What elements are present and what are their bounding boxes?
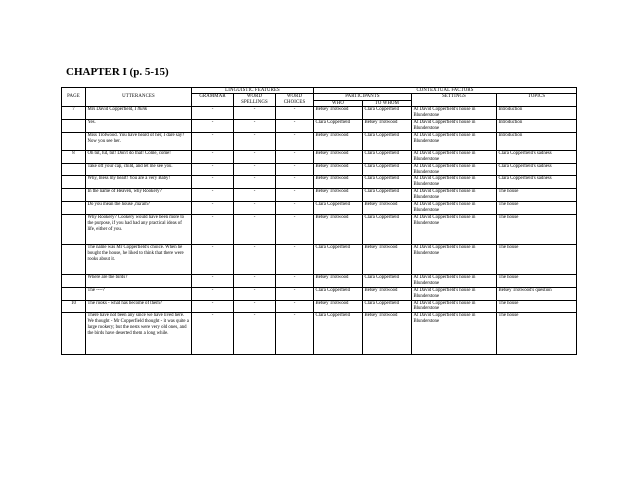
cell-to-whom-text: Betsey Trotwood xyxy=(364,120,398,126)
cell-to-whom xyxy=(363,313,412,355)
header-linguistic-features: LINGUISTIC FEATURES xyxy=(192,88,314,94)
cell-utterance xyxy=(86,287,192,300)
cell-word-choice-text: - xyxy=(293,202,296,208)
cell-who xyxy=(314,107,363,120)
cell-grammar-text: - xyxy=(211,300,214,306)
cell-utterance-text: There have not been any since we have lived here. We thought - Mr Copperfield thought - it was quite a large rookery; but the nests were very old ones, and the birds have deserted them a long while. xyxy=(87,313,189,337)
table-row xyxy=(62,313,577,355)
cell-utterance xyxy=(86,214,192,244)
cell-word-spelling xyxy=(234,274,276,287)
cell-to-whom xyxy=(363,244,412,274)
cell-grammar-text: - xyxy=(211,163,214,169)
cell-who xyxy=(314,244,363,274)
cell-page xyxy=(62,107,86,120)
cell-who-text: Betsey Trotwood xyxy=(315,176,349,182)
cell-page xyxy=(62,189,86,202)
cell-word-spelling xyxy=(234,132,276,150)
cell-topic-text: The house xyxy=(498,214,519,220)
cell-grammar xyxy=(192,244,234,274)
cell-word-spelling-text: - xyxy=(253,150,256,156)
cell-utterance-text: Miss Trotwood. You have heard of her, I dare say? Now you see her. xyxy=(87,132,185,144)
cell-to-whom-text: Clara Copperfield xyxy=(364,150,399,156)
cell-word-choice xyxy=(276,313,314,355)
cell-who-text: Clara Copperfield xyxy=(315,313,350,319)
cell-to-whom-text: Clara Copperfield xyxy=(364,300,399,306)
cell-setting-text: At David Copperfield's house in Blunderstone xyxy=(413,202,476,213)
cell-who xyxy=(314,300,363,313)
header-utterances: UTTERANCES xyxy=(86,88,192,107)
cell-setting xyxy=(412,313,497,355)
cell-to-whom xyxy=(363,150,412,163)
cell-grammar-text: - xyxy=(211,120,214,126)
cell-setting-text: At David Copperfield's house in Blunderstone xyxy=(413,313,476,325)
table-row xyxy=(62,163,577,176)
cell-word-choice-text: - xyxy=(293,132,296,138)
cell-word-spelling-text: - xyxy=(253,287,256,293)
cell-word-choice xyxy=(276,244,314,274)
cell-who xyxy=(314,150,363,163)
cell-setting xyxy=(412,214,497,244)
cell-word-choice xyxy=(276,202,314,215)
cell-who-text: Betsey Trotwood xyxy=(315,214,349,220)
cell-topic-text: Clara Copperfield's sadness xyxy=(498,176,552,182)
cell-to-whom-text: Clara Copperfield xyxy=(364,214,399,220)
cell-page xyxy=(62,214,86,244)
table-row xyxy=(62,120,577,133)
cell-word-choice-text: - xyxy=(293,313,296,319)
cell-word-spelling xyxy=(234,300,276,313)
cell-word-choice-text: - xyxy=(293,287,296,293)
cell-topic xyxy=(497,287,577,300)
cell-topic-text: The house xyxy=(498,300,519,306)
cell-to-whom xyxy=(363,107,412,120)
cell-word-spelling-text: - xyxy=(253,189,256,195)
table-row xyxy=(62,244,577,274)
cell-who xyxy=(314,313,363,355)
cell-word-choice xyxy=(276,274,314,287)
cell-utterance xyxy=(86,120,192,133)
cell-setting-text: At David Copperfield's house in Blunderstone xyxy=(413,132,476,144)
cell-to-whom xyxy=(363,163,412,176)
cell-topic xyxy=(497,300,577,313)
cell-word-spelling-text: - xyxy=(253,132,256,138)
cell-page xyxy=(62,202,86,215)
cell-topic-text: Clara Copperfield's sadness xyxy=(498,150,552,156)
cell-setting-text: At David Copperfield's house in Blunderstone xyxy=(413,107,476,119)
cell-to-whom xyxy=(363,132,412,150)
cell-to-whom xyxy=(363,189,412,202)
cell-utterance-text: Oh tut, tut, tut! Don't do that! Come, come! xyxy=(87,150,171,156)
cell-page xyxy=(62,300,86,313)
cell-to-whom xyxy=(363,176,412,189)
cell-grammar-text: - xyxy=(211,214,214,220)
cell-setting-text: At David Copperfield's house in Blunderstone xyxy=(413,176,476,188)
cell-who-text: Clara Copperfield xyxy=(315,244,350,250)
cell-word-choice xyxy=(276,132,314,150)
cell-to-whom xyxy=(363,120,412,133)
cell-topic xyxy=(497,163,577,176)
cell-grammar xyxy=(192,313,234,355)
page-title: CHAPTER I (p. 5-15) xyxy=(66,66,169,78)
cell-utterance-italic-text: I think xyxy=(134,107,148,113)
cell-word-spelling-text: - xyxy=(253,107,256,113)
cell-page-text: 10 xyxy=(71,300,76,306)
cell-grammar xyxy=(192,189,234,202)
cell-to-whom-text: Betsey Trotwood xyxy=(364,244,398,250)
cell-topic-text: Clara Copperfield's sadness xyxy=(498,163,552,169)
cell-word-choice-text: - xyxy=(293,120,296,126)
cell-setting-text: At David Copperfield's house in Blunderstone xyxy=(413,120,476,131)
cell-to-whom-text: Clara Copperfield xyxy=(364,189,399,195)
cell-topic xyxy=(497,313,577,355)
cell-to-whom-text: Betsey Trotwood xyxy=(364,202,398,208)
cell-word-spelling-text: - xyxy=(253,163,256,169)
cell-grammar xyxy=(192,163,234,176)
cell-utterance xyxy=(86,300,192,313)
cell-word-choice-text: - xyxy=(293,274,296,280)
cell-grammar-text: - xyxy=(211,244,214,250)
cell-word-choice-text: - xyxy=(293,214,296,220)
cell-topic-text: Introduction xyxy=(498,120,523,126)
cell-topic xyxy=(497,120,577,133)
cell-grammar xyxy=(192,176,234,189)
header-who: WHO xyxy=(314,100,363,106)
cell-setting xyxy=(412,300,497,313)
cell-word-choice-text: - xyxy=(293,107,296,113)
header-topics: TOPICS xyxy=(497,94,577,107)
cell-grammar xyxy=(192,150,234,163)
cell-page xyxy=(62,120,86,133)
cell-setting xyxy=(412,150,497,163)
table-row xyxy=(62,287,577,300)
cell-word-spelling xyxy=(234,120,276,133)
cell-page xyxy=(62,274,86,287)
cell-utterance xyxy=(86,274,192,287)
cell-word-spelling xyxy=(234,313,276,355)
cell-who xyxy=(314,132,363,150)
cell-grammar xyxy=(192,107,234,120)
cell-grammar xyxy=(192,214,234,244)
cell-page-text: 7 xyxy=(72,107,75,113)
cell-grammar-text: - xyxy=(211,176,214,182)
cell-to-whom-text: Clara Copperfield xyxy=(364,107,399,113)
cell-grammar-text: - xyxy=(211,150,214,156)
cell-setting xyxy=(412,274,497,287)
cell-setting xyxy=(412,189,497,202)
cell-grammar xyxy=(192,202,234,215)
cell-setting xyxy=(412,287,497,300)
cell-page xyxy=(62,150,86,163)
cell-utterance-text: Yes. xyxy=(87,120,96,126)
cell-setting xyxy=(412,202,497,215)
cell-word-choice xyxy=(276,189,314,202)
cell-word-spelling-text: - xyxy=(253,202,256,208)
header-participants: PARTICIPANTS xyxy=(314,94,412,100)
table-row xyxy=(62,132,577,150)
cell-grammar xyxy=(192,132,234,150)
cell-who-text: Clara Copperfield xyxy=(315,202,350,208)
cell-page-text: 8 xyxy=(72,150,75,156)
header-to-whom: TO WHOM xyxy=(363,100,412,106)
cell-who-text: Betsey Trotwood xyxy=(315,163,349,169)
cell-page xyxy=(62,176,86,189)
cell-to-whom-text: Betsey Trotwood xyxy=(364,287,398,293)
cell-word-choice xyxy=(276,163,314,176)
cell-word-choice xyxy=(276,287,314,300)
cell-to-whom xyxy=(363,214,412,244)
table-row xyxy=(62,202,577,215)
cell-word-choice-text: - xyxy=(293,189,296,195)
cell-utterance xyxy=(86,176,192,189)
cell-word-spelling-text: - xyxy=(253,176,256,182)
cell-who xyxy=(314,176,363,189)
cell-topic xyxy=(497,150,577,163)
cell-utterance xyxy=(86,313,192,355)
cell-who-text: Betsey Trotwood xyxy=(315,107,349,113)
cell-topic-text: The house xyxy=(498,189,519,195)
cell-word-choice-text: - xyxy=(293,163,296,169)
header-contextual-factors: CONTEXTUAL FACTORS xyxy=(314,88,577,94)
cell-topic xyxy=(497,244,577,274)
cell-who-text: Betsey Trotwood xyxy=(315,132,349,138)
cell-setting xyxy=(412,244,497,274)
cell-word-choice xyxy=(276,176,314,189)
cell-grammar-text: - xyxy=(211,107,214,113)
cell-utterance xyxy=(86,163,192,176)
cell-setting-text: At David Copperfield's house in Blunderstone xyxy=(413,214,476,226)
cell-utterance xyxy=(86,202,192,215)
cell-word-spelling xyxy=(234,163,276,176)
cell-topic-text: Betsey Trotwood's question xyxy=(498,287,552,293)
cell-setting-text: At David Copperfield's house in Blunderstone xyxy=(413,300,476,312)
cell-utterance-text: Mrs David Copperfield, xyxy=(87,107,135,113)
table-row xyxy=(62,214,577,244)
analysis-table xyxy=(61,87,577,355)
cell-utterance-text: The ----? xyxy=(87,287,105,293)
cell-utterance-text: The name was Mr Copperfield's choice. When he bought the house, he liked to think that there were rooks about it. xyxy=(87,244,184,262)
cell-grammar-text: - xyxy=(211,202,214,208)
cell-topic-text: The house xyxy=(498,202,519,208)
cell-to-whom-text: Clara Copperfield xyxy=(364,176,399,182)
cell-utterance xyxy=(86,189,192,202)
cell-who xyxy=(314,202,363,215)
cell-utterance-text: Do you mean the house ,ma'am? xyxy=(87,202,150,208)
cell-setting-text: At David Copperfield's house in Blunderstone xyxy=(413,150,476,162)
cell-setting xyxy=(412,132,497,150)
cell-word-choice-text: - xyxy=(293,244,296,250)
cell-topic xyxy=(497,189,577,202)
cell-utterance-text: In the name of Heaven, why Rookery? xyxy=(87,189,162,195)
cell-topic xyxy=(497,202,577,215)
cell-word-spelling xyxy=(234,150,276,163)
table-row xyxy=(62,176,577,189)
cell-grammar-text: - xyxy=(211,189,214,195)
cell-topic-text: Introduction xyxy=(498,132,523,138)
cell-word-choice-text: - xyxy=(293,300,296,306)
cell-to-whom-text: Clara Copperfield xyxy=(364,163,399,169)
cell-topic xyxy=(497,274,577,287)
cell-word-spelling xyxy=(234,244,276,274)
cell-grammar xyxy=(192,287,234,300)
cell-topic-text: The house xyxy=(498,244,519,250)
cell-topic xyxy=(497,176,577,189)
cell-word-spelling-text: - xyxy=(253,120,256,126)
cell-word-choice xyxy=(276,120,314,133)
cell-word-choice xyxy=(276,300,314,313)
cell-who-text: Clara Copperfield xyxy=(315,120,350,126)
cell-topic xyxy=(497,132,577,150)
cell-grammar xyxy=(192,300,234,313)
cell-word-spelling-text: - xyxy=(253,313,256,319)
cell-to-whom xyxy=(363,300,412,313)
cell-word-spelling xyxy=(234,202,276,215)
cell-setting xyxy=(412,107,497,120)
cell-setting xyxy=(412,176,497,189)
cell-setting xyxy=(412,120,497,133)
cell-word-spelling xyxy=(234,176,276,189)
header-settings: SETTINGS xyxy=(412,94,497,107)
cell-page xyxy=(62,163,86,176)
cell-word-choice xyxy=(276,107,314,120)
table-row xyxy=(62,107,577,120)
cell-grammar-text: - xyxy=(211,313,214,319)
cell-who-text: Betsey Trotwood xyxy=(315,150,349,156)
cell-setting-text: At David Copperfield's house in Blunderstone xyxy=(413,287,476,299)
cell-who xyxy=(314,120,363,133)
cell-who xyxy=(314,274,363,287)
cell-grammar xyxy=(192,120,234,133)
cell-word-choice-text: - xyxy=(293,176,296,182)
cell-who-text: Betsey Trotwood xyxy=(315,189,349,195)
cell-topic xyxy=(497,214,577,244)
cell-word-spelling-text: - xyxy=(253,300,256,306)
cell-word-spelling-text: - xyxy=(253,214,256,220)
table-row xyxy=(62,300,577,313)
cell-utterance-text: Why Rookery? Cookery would have been more to the purpose, if you had had any practical ideas of life, either of you. xyxy=(87,214,185,232)
cell-utterance-text: The rooks - what has become of them? xyxy=(87,300,162,306)
cell-setting xyxy=(412,163,497,176)
cell-utterance xyxy=(86,107,192,120)
cell-grammar-text: - xyxy=(211,274,214,280)
cell-setting-text: At David Copperfield's house in Blunderstone xyxy=(413,189,476,201)
header-word-choices: WORD CHOICES xyxy=(276,94,314,107)
cell-word-choice xyxy=(276,150,314,163)
cell-who-text: Clara Copperfield xyxy=(315,287,350,293)
header-word-spellings: WORD SPELLINGS xyxy=(234,94,276,107)
cell-word-spelling xyxy=(234,214,276,244)
cell-word-choice-text: - xyxy=(293,150,296,156)
cell-word-spelling-text: - xyxy=(253,244,256,250)
cell-to-whom xyxy=(363,274,412,287)
cell-utterance-text: Why, bless my heart! You are a very Baby! xyxy=(87,176,171,182)
cell-word-spelling xyxy=(234,189,276,202)
cell-to-whom-text: Betsey Trotwood xyxy=(364,313,398,319)
cell-who xyxy=(314,189,363,202)
cell-utterance-text: Where are the birds? xyxy=(87,274,128,280)
cell-word-choice xyxy=(276,214,314,244)
cell-who xyxy=(314,163,363,176)
cell-who xyxy=(314,287,363,300)
cell-to-whom xyxy=(363,287,412,300)
cell-word-spelling xyxy=(234,107,276,120)
cell-page xyxy=(62,132,86,150)
cell-utterance xyxy=(86,132,192,150)
cell-utterance xyxy=(86,244,192,274)
cell-grammar-text: - xyxy=(211,132,214,138)
header-grammar: GRAMMAR xyxy=(192,94,234,107)
cell-word-spelling xyxy=(234,287,276,300)
cell-grammar xyxy=(192,274,234,287)
cell-who-text: Betsey Trotwood xyxy=(315,274,349,280)
cell-to-whom xyxy=(363,202,412,215)
cell-utterance-text: Take off your cap, child, and let me see you. xyxy=(87,163,173,169)
cell-page xyxy=(62,244,86,274)
cell-setting-text: At David Copperfield's house in Blunderstone xyxy=(413,274,476,286)
cell-topic-text: Introduction xyxy=(498,107,523,113)
cell-topic-text: The house xyxy=(498,274,519,280)
cell-topic xyxy=(497,107,577,120)
cell-to-whom-text: Clara Copperfield xyxy=(364,132,399,138)
cell-page xyxy=(62,287,86,300)
cell-setting-text: At David Copperfield's house in Blunderstone xyxy=(413,244,476,256)
table-row xyxy=(62,274,577,287)
header-page: PAGE xyxy=(62,88,86,107)
table-row xyxy=(62,189,577,202)
cell-utterance xyxy=(86,150,192,163)
cell-page xyxy=(62,313,86,355)
cell-who-text: Betsey Trotwood xyxy=(315,300,349,306)
cell-grammar-text: - xyxy=(211,287,214,293)
cell-to-whom-text: Clara Copperfield xyxy=(364,274,399,280)
cell-setting-text: At David Copperfield's house in Blunderstone xyxy=(413,163,476,175)
table-row xyxy=(62,150,577,163)
cell-word-spelling-text: - xyxy=(253,274,256,280)
cell-topic-text: The house xyxy=(498,313,519,319)
cell-who xyxy=(314,214,363,244)
